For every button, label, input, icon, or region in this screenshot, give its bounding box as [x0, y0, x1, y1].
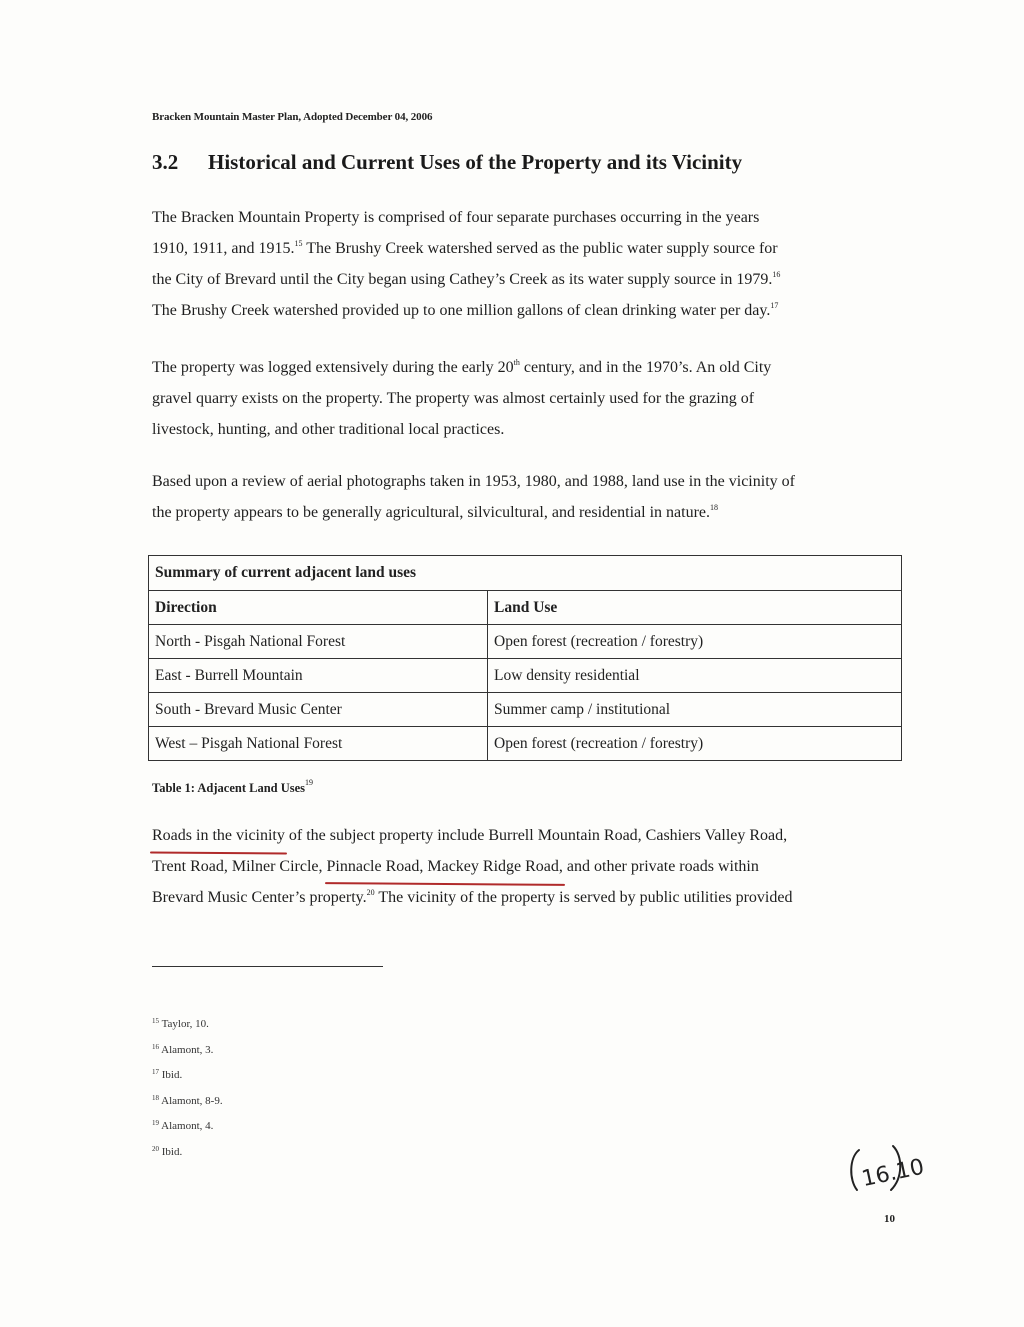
text-run: The Brushy Creek watershed provided up to one million gallons of clean drinking water per day.	[152, 302, 771, 319]
text-run: The property was logged extensively during the early 20	[152, 359, 514, 376]
paragraph-line	[152, 295, 892, 326]
cell-direction: East - Burrell Mountain	[149, 659, 488, 693]
running-header: Bracken Mountain Master Plan, Adopted December 04, 2006	[152, 111, 433, 123]
footnotes	[152, 1012, 223, 1165]
section-number: 3.2	[152, 150, 179, 174]
red-underlined-text: Roads in the vicinity	[152, 820, 285, 851]
cell-land-use: Low density residential	[488, 659, 902, 693]
paragraph-line: livestock, hunting, and other traditional local practices.	[152, 421, 505, 438]
paragraph-line: The Bracken Mountain Property is comprised of four separate purchases occurring in the years	[152, 209, 760, 226]
paragraph-roads	[152, 820, 892, 913]
footnote	[152, 1140, 223, 1166]
handwritten-open-paren	[851, 1150, 859, 1190]
table-row	[149, 727, 902, 761]
table-title: Summary of current adjacent land uses	[149, 556, 902, 591]
table-row	[149, 625, 902, 659]
paragraph-line	[152, 233, 892, 264]
footnote	[152, 1063, 223, 1089]
header-land-use: Land Use	[488, 591, 902, 625]
footnote-text: Alamont, 8-9.	[161, 1094, 223, 1107]
paragraph-line: Based upon a review of aerial photographs taken in 1953, 1980, and 1988, land use in the vicinity of	[152, 473, 795, 490]
footnote-number: 17	[152, 1068, 159, 1076]
table-caption	[152, 778, 314, 796]
paragraph-line	[152, 851, 892, 882]
text-run: the City of Brevard until the City began using Cathey’s Creek as its water supply source in 1979.	[152, 271, 773, 288]
text-run: The Brushy Creek watershed served as the public water supply source for	[302, 240, 778, 257]
paragraph-line	[152, 352, 892, 383]
footnote	[152, 1012, 223, 1038]
paragraph-line	[152, 820, 892, 851]
footnote	[152, 1114, 223, 1140]
footnote-ref: 18	[710, 503, 719, 512]
caption-text: Table 1: Adjacent Land Uses	[152, 781, 306, 795]
footnote-text: Alamont, 3.	[161, 1043, 214, 1056]
paragraph-history	[152, 202, 892, 326]
footnote-text: Taylor, 10.	[161, 1018, 209, 1030]
paragraph-line	[152, 264, 892, 295]
cell-direction: South - Brevard Music Center	[149, 693, 488, 727]
cell-land-use: Open forest (recreation / forestry)	[488, 625, 902, 659]
footnote-number: 16	[152, 1042, 159, 1051]
table-title-row	[149, 556, 902, 591]
footnote-text: Alamont, 4.	[161, 1120, 214, 1132]
table-row	[149, 693, 902, 727]
paragraph-line	[152, 497, 892, 528]
footnote-ref: 19	[305, 778, 314, 787]
footnote-ref: 20	[366, 888, 375, 897]
cell-land-use: Open forest (recreation / forestry)	[488, 727, 902, 761]
footnote-ref: 17	[770, 301, 779, 310]
cell-land-use: Summer camp / institutional	[488, 693, 902, 727]
paragraph-line	[152, 882, 892, 913]
page-number: 10	[884, 1213, 895, 1225]
section-heading	[152, 150, 742, 175]
table-row	[149, 659, 902, 693]
paragraph-logging	[152, 352, 892, 445]
text-run: the property appears to be generally agricultural, silvicultural, and residential in nature.	[152, 504, 711, 521]
paragraph-line: gravel quarry exists on the property. The property was almost certainly used for the grazing of	[152, 390, 755, 407]
footnote-number: 19	[152, 1119, 159, 1127]
text-run: century, and in the 1970’s. An old City	[519, 359, 772, 376]
header-direction: Direction	[149, 591, 488, 625]
handwritten-text: 16.10	[859, 1154, 927, 1193]
text-run: The vicinity of the property is served by public utilities provided	[374, 889, 793, 906]
footnote-divider	[152, 966, 383, 967]
footnote	[152, 1089, 223, 1115]
footnote-number: 20	[152, 1144, 159, 1153]
paragraph-aerial-photos	[152, 466, 892, 528]
footnote-number: 18	[152, 1093, 159, 1102]
text-run: Brevard Music Center’s property.	[152, 889, 367, 906]
cell-direction: North - Pisgah National Forest	[149, 625, 488, 659]
text-run: 1910, 1911, and 1915.	[152, 240, 295, 257]
adjacent-land-use-table	[148, 555, 902, 761]
section-title: Historical and Current Uses of the Property and its Vicinity	[208, 150, 743, 174]
footnote-number: 15	[152, 1017, 159, 1025]
cell-direction: West – Pisgah National Forest	[149, 727, 488, 761]
handwritten-page-annotation	[843, 1128, 963, 1198]
red-underlined-text: Pinnacle Road, Mackey Ridge Road,	[327, 851, 563, 882]
text-run: of the subject property include Burrell Mountain Road, Cashiers Valley Road,	[284, 827, 788, 844]
footnote-ref: 16	[772, 270, 781, 279]
table-header-row	[149, 591, 902, 625]
footnote-ref: 15	[294, 239, 303, 248]
text-run: Trent Road, Milner Circle,	[152, 858, 327, 875]
footnote	[152, 1038, 223, 1064]
footnote-text: Ibid.	[161, 1145, 183, 1158]
superscript-th: th	[513, 358, 520, 367]
footnote-text: Ibid.	[161, 1069, 183, 1081]
text-run: and other private roads within	[562, 858, 759, 875]
